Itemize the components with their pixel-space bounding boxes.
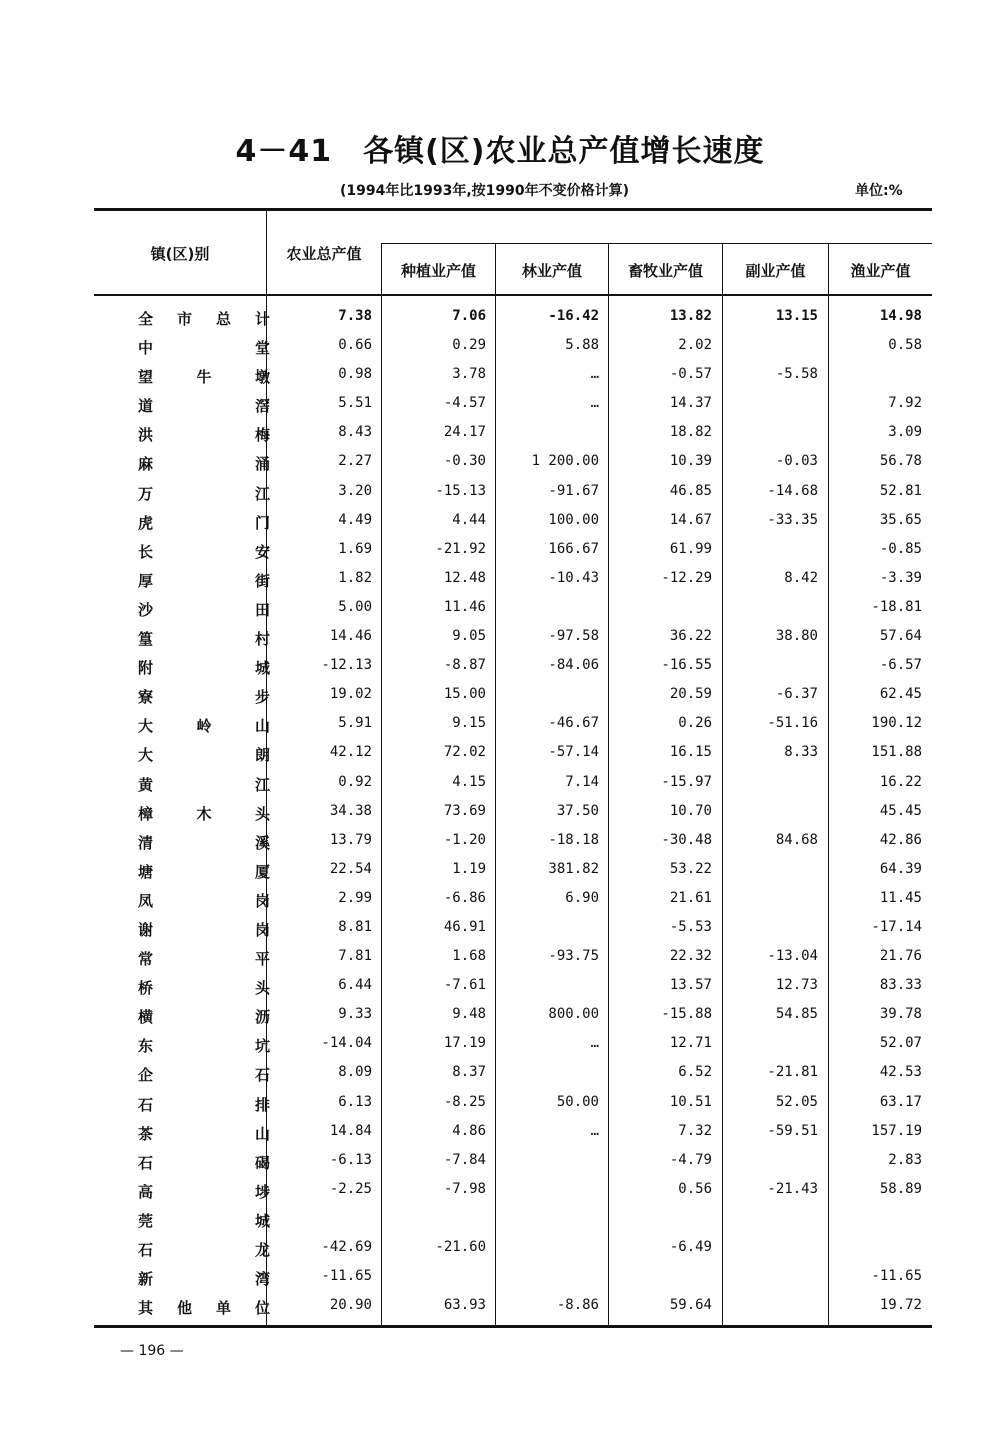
cell-sideline: 54.85	[775, 1006, 818, 1023]
region-name: 常平	[138, 950, 270, 969]
cell-fishery: 56.78	[879, 453, 922, 470]
cell-planting: -21.60	[435, 1239, 486, 1255]
cell-sideline: 8.33	[784, 744, 818, 761]
cell-livestock: -5.53	[669, 918, 712, 935]
cell-total: 5.51	[338, 395, 372, 412]
cell-total: 5.91	[338, 715, 372, 732]
cell-planting: 4.44	[452, 511, 486, 528]
cell-fishery: 62.45	[879, 686, 922, 703]
cell-planting: -7.98	[443, 1180, 486, 1197]
cell-livestock: 0.26	[678, 715, 712, 732]
cell-livestock: 10.39	[669, 453, 712, 470]
cell-total: 8.43	[338, 424, 372, 441]
cell-planting: 1.68	[452, 948, 486, 965]
cell-sideline: -5.58	[775, 366, 818, 383]
cell-fishery: 0.58	[888, 337, 922, 354]
region-name: 黄江	[138, 775, 270, 794]
cell-sideline: -21.43	[767, 1180, 818, 1197]
region-name: 全市总计	[138, 310, 270, 328]
table-row	[94, 1262, 932, 1291]
table-row	[94, 593, 932, 622]
cell-livestock: 59.64	[669, 1297, 712, 1314]
cell-total: 14.84	[329, 1122, 372, 1139]
region-name: 石龙	[138, 1241, 270, 1259]
cell-forestry: 5.88	[565, 337, 599, 354]
cell-forestry: -57.14	[548, 744, 599, 761]
cell-livestock: 46.85	[669, 482, 712, 499]
cell-sideline: -33.35	[767, 511, 818, 528]
cell-livestock: -0.57	[669, 366, 712, 383]
cell-livestock: -30.48	[661, 831, 712, 848]
table-row	[94, 622, 932, 651]
cell-livestock: 0.56	[678, 1180, 712, 1197]
cell-planting: 73.69	[443, 802, 486, 819]
table-row	[94, 1175, 932, 1204]
cell-total: 8.81	[338, 918, 372, 935]
cell-planting: -21.92	[435, 540, 486, 557]
cell-planting: 9.48	[452, 1006, 486, 1023]
region-name: 石排	[138, 1095, 270, 1114]
table-row	[94, 1291, 932, 1320]
cell-total: 0.98	[338, 366, 372, 383]
cell-livestock: 10.51	[669, 1093, 712, 1110]
cell-livestock: 13.82	[669, 308, 712, 324]
region-name: 塘厦	[138, 862, 270, 881]
cell-total: -14.04	[321, 1035, 372, 1052]
table-row	[94, 1029, 932, 1058]
cell-sideline: 12.73	[775, 977, 818, 994]
cell-fishery: 63.17	[879, 1093, 922, 1110]
cell-forestry: 6.90	[565, 889, 599, 906]
cell-livestock: 12.71	[669, 1035, 712, 1052]
cell-planting: 0.29	[452, 337, 486, 354]
region-name: 中堂	[138, 339, 270, 358]
cell-total: 6.44	[338, 977, 372, 994]
cell-sideline: 13.15	[775, 308, 818, 324]
table-row	[94, 768, 932, 797]
table-row	[94, 477, 932, 506]
region-name: 莞城	[138, 1211, 270, 1230]
cell-sideline: -6.37	[775, 686, 818, 703]
cell-livestock: 53.22	[669, 860, 712, 877]
cell-forestry: -97.58	[548, 628, 599, 645]
cell-livestock: 21.61	[669, 889, 712, 906]
cell-total: 7.81	[338, 948, 372, 965]
table-row	[94, 331, 932, 360]
table-row	[94, 680, 932, 709]
cell-sideline: 38.80	[775, 628, 818, 645]
cell-fishery: 39.78	[879, 1006, 922, 1023]
cell-livestock: 10.70	[669, 802, 712, 819]
cell-planting: 24.17	[443, 424, 486, 441]
table-row	[94, 651, 932, 680]
table-row	[94, 418, 932, 447]
region-name: 横沥	[138, 1008, 270, 1027]
cell-forestry: -91.67	[548, 482, 599, 499]
cell-livestock: 14.67	[669, 511, 712, 528]
region-name: 樟木头	[138, 804, 270, 823]
cell-fishery: 45.45	[879, 802, 922, 819]
cell-total: 5.00	[338, 598, 372, 615]
cell-livestock: 18.82	[669, 424, 712, 441]
table-row	[94, 1204, 932, 1233]
cell-planting: 7.06	[452, 308, 486, 324]
cell-fishery: -18.81	[871, 598, 922, 615]
table-subtitle: (1994年比1993年,按1990年不变价格计算)	[340, 183, 630, 199]
cell-livestock: -15.97	[661, 773, 712, 790]
cell-livestock: 22.32	[669, 948, 712, 965]
cell-fishery: 42.86	[879, 831, 922, 848]
cell-fishery: 190.12	[871, 715, 922, 732]
cell-sideline: 84.68	[775, 831, 818, 848]
cell-sideline: -51.16	[767, 715, 818, 732]
cell-fishery: 35.65	[879, 511, 922, 528]
region-name: 厚街	[138, 571, 270, 590]
cell-planting: 17.19	[443, 1035, 486, 1052]
table-row	[94, 1058, 932, 1087]
table-row	[94, 855, 932, 884]
cell-fishery: 64.39	[879, 860, 922, 877]
table-row	[94, 826, 932, 855]
cell-total: -6.13	[329, 1151, 372, 1168]
cell-total: 7.38	[338, 308, 372, 324]
table-row	[94, 738, 932, 767]
cell-planting: -0.30	[443, 453, 486, 470]
cell-forestry: -8.86	[556, 1297, 599, 1314]
cell-total: 2.27	[338, 453, 372, 470]
cell-planting: -15.13	[435, 482, 486, 499]
cell-sideline: -13.04	[767, 948, 818, 965]
cell-total: 19.02	[329, 686, 372, 703]
cell-livestock: 6.52	[678, 1064, 712, 1081]
cell-forestry: -10.43	[548, 569, 599, 586]
cell-fishery: 14.98	[879, 308, 922, 324]
cell-fishery: 11.45	[879, 889, 922, 906]
cell-planting: -4.57	[443, 395, 486, 412]
cell-fishery: -3.39	[879, 569, 922, 586]
table-row	[94, 535, 932, 564]
cell-total: 14.46	[329, 628, 372, 645]
cell-forestry: 7.14	[565, 773, 599, 790]
header-total: 农业总产值	[286, 245, 362, 263]
cell-total: 0.66	[338, 337, 372, 354]
table-row	[94, 884, 932, 913]
region-name: 企石	[138, 1066, 270, 1085]
cell-livestock: 13.57	[669, 977, 712, 994]
table-row	[94, 1146, 932, 1175]
region-name: 大朗	[138, 746, 270, 765]
table-row	[94, 942, 932, 971]
cell-total: -42.69	[321, 1239, 372, 1255]
cell-total: 22.54	[329, 860, 372, 877]
cell-total: 9.33	[338, 1006, 372, 1023]
region-name: 篁村	[138, 630, 270, 649]
cell-livestock: 36.22	[669, 628, 712, 645]
cell-planting: 1.19	[452, 860, 486, 877]
cell-livestock: -15.88	[661, 1006, 712, 1023]
cell-total: 42.12	[329, 744, 372, 761]
cell-fishery: 151.88	[871, 744, 922, 761]
table-row	[94, 1088, 932, 1117]
cell-forestry: -93.75	[548, 948, 599, 965]
table-row	[94, 913, 932, 942]
cell-total: 8.09	[338, 1064, 372, 1081]
region-name: 虎门	[138, 513, 270, 532]
cell-total: -12.13	[321, 657, 372, 674]
table-row	[94, 564, 932, 593]
region-name: 洪梅	[138, 426, 270, 445]
cell-forestry: …	[590, 395, 599, 412]
cell-livestock: 14.37	[669, 395, 712, 412]
cell-forestry: 166.67	[548, 540, 599, 557]
cell-total: 13.79	[329, 831, 372, 848]
cell-fishery: 58.89	[879, 1180, 922, 1197]
region-name: 石碣	[138, 1153, 270, 1172]
page-number: — 196 —	[120, 1343, 184, 1359]
cell-livestock: 2.02	[678, 337, 712, 354]
cell-forestry: …	[590, 1122, 599, 1139]
cell-planting: 4.15	[452, 773, 486, 790]
region-name: 清溪	[138, 833, 270, 852]
region-name: 新湾	[138, 1270, 270, 1289]
cell-planting: -1.20	[443, 831, 486, 848]
cell-fishery: 2.83	[888, 1151, 922, 1168]
cell-forestry: -84.06	[548, 657, 599, 674]
top-rule	[94, 208, 932, 211]
cell-planting: 11.46	[443, 598, 486, 615]
cell-planting: -8.25	[443, 1093, 486, 1110]
region-name: 谢岗	[138, 920, 270, 939]
cell-forestry: 37.50	[556, 802, 599, 819]
cell-fishery: 157.19	[871, 1122, 922, 1139]
cell-forestry: 1 200.00	[531, 453, 599, 470]
cell-planting: 63.93	[443, 1297, 486, 1314]
cell-forestry: 100.00	[548, 511, 599, 528]
cell-planting: 9.15	[452, 715, 486, 732]
cell-fishery: -17.14	[871, 918, 922, 935]
cell-total: 4.49	[338, 511, 372, 528]
cell-planting: -6.86	[443, 889, 486, 906]
cell-fishery: 42.53	[879, 1064, 922, 1081]
table-row	[94, 1233, 932, 1262]
cell-fishery: 7.92	[888, 395, 922, 412]
cell-planting: 9.05	[452, 628, 486, 645]
header-sideline: 副业产值	[745, 262, 806, 280]
region-name: 万江	[138, 484, 270, 503]
cell-total: 20.90	[329, 1297, 372, 1314]
table-row	[94, 302, 932, 331]
cell-fishery: 21.76	[879, 948, 922, 965]
cell-livestock: 20.59	[669, 686, 712, 703]
cell-livestock: -4.79	[669, 1151, 712, 1168]
cell-fishery: 52.07	[879, 1035, 922, 1052]
cell-total: 1.69	[338, 540, 372, 557]
cell-fishery: -11.65	[871, 1268, 922, 1285]
region-name: 大岭山	[138, 717, 270, 736]
cell-planting: 12.48	[443, 569, 486, 586]
cell-planting: 15.00	[443, 686, 486, 703]
region-name: 长安	[138, 542, 270, 561]
header-livestock: 畜牧业产值	[627, 262, 703, 280]
cell-total: 2.99	[338, 889, 372, 906]
cell-planting: 8.37	[452, 1064, 486, 1081]
header-region: 镇(区)别	[150, 245, 210, 263]
header-planting: 种植业产值	[400, 262, 476, 280]
cell-fishery: 57.64	[879, 628, 922, 645]
cell-livestock: -6.49	[669, 1239, 712, 1255]
cell-forestry: …	[590, 366, 599, 383]
table-row	[94, 389, 932, 418]
cell-total: 6.13	[338, 1093, 372, 1110]
cell-forestry: 800.00	[548, 1006, 599, 1023]
cell-planting: 4.86	[452, 1122, 486, 1139]
table-title: 4－41 各镇(区)农业总产值增长速度	[235, 134, 765, 169]
cell-sideline: 8.42	[784, 569, 818, 586]
cell-planting: -7.61	[443, 977, 486, 994]
cell-total: -11.65	[321, 1268, 372, 1285]
cell-planting: 3.78	[452, 366, 486, 383]
table-row	[94, 797, 932, 826]
table-row	[94, 360, 932, 389]
cell-fishery: -0.85	[879, 540, 922, 557]
cell-planting: 46.91	[443, 918, 486, 935]
region-name: 麻涌	[138, 455, 270, 474]
cell-fishery: 83.33	[879, 977, 922, 994]
cell-planting: -8.87	[443, 657, 486, 674]
cell-total: 0.92	[338, 773, 372, 790]
region-name: 凤岗	[138, 891, 270, 910]
region-name: 东坑	[138, 1037, 270, 1056]
region-name: 桥头	[138, 979, 270, 998]
cell-sideline: -14.68	[767, 482, 818, 499]
subheader-rule	[381, 243, 932, 244]
cell-livestock: 61.99	[669, 540, 712, 557]
header-fishery: 渔业产值	[850, 262, 911, 280]
cell-forestry: -16.42	[548, 308, 599, 324]
cell-sideline: 52.05	[775, 1093, 818, 1110]
cell-total: -2.25	[329, 1180, 372, 1197]
cell-forestry: -46.67	[548, 715, 599, 732]
cell-fishery: -6.57	[879, 657, 922, 674]
cell-livestock: -16.55	[661, 657, 712, 674]
region-name: 其他单位	[138, 1299, 270, 1318]
cell-total: 34.38	[329, 802, 372, 819]
cell-total: 1.82	[338, 569, 372, 586]
cell-planting: -7.84	[443, 1151, 486, 1168]
header-forestry: 林业产值	[521, 262, 582, 280]
cell-sideline: -21.81	[767, 1064, 818, 1081]
region-name: 沙田	[138, 600, 270, 619]
cell-sideline: -0.03	[775, 453, 818, 470]
cell-planting: 72.02	[443, 744, 486, 761]
cell-fishery: 52.81	[879, 482, 922, 499]
cell-fishery: 16.22	[879, 773, 922, 790]
cell-forestry: …	[590, 1035, 599, 1052]
cell-fishery: 19.72	[879, 1297, 922, 1314]
table-row	[94, 506, 932, 535]
region-name: 茶山	[138, 1124, 270, 1143]
table-row	[94, 709, 932, 738]
cell-fishery: 3.09	[888, 424, 922, 441]
table-row	[94, 971, 932, 1000]
region-name: 道滘	[138, 397, 270, 416]
region-name: 附城	[138, 659, 270, 678]
header-rule	[94, 294, 932, 296]
region-name: 高埗	[138, 1182, 270, 1201]
cell-livestock: -12.29	[661, 569, 712, 586]
unit-label: 单位:%	[855, 183, 903, 199]
table-body	[94, 302, 932, 1320]
cell-livestock: 7.32	[678, 1122, 712, 1139]
cell-forestry: 50.00	[556, 1093, 599, 1110]
cell-sideline: -59.51	[767, 1122, 818, 1139]
region-name: 寮步	[138, 688, 270, 707]
cell-forestry: 381.82	[548, 860, 599, 877]
table-row	[94, 447, 932, 476]
cell-livestock: 16.15	[669, 744, 712, 761]
table-row	[94, 1117, 932, 1146]
cell-total: 3.20	[338, 482, 372, 499]
cell-forestry: -18.18	[548, 831, 599, 848]
table-row	[94, 1000, 932, 1029]
region-name: 望牛墩	[138, 368, 270, 387]
bottom-rule	[94, 1325, 932, 1328]
